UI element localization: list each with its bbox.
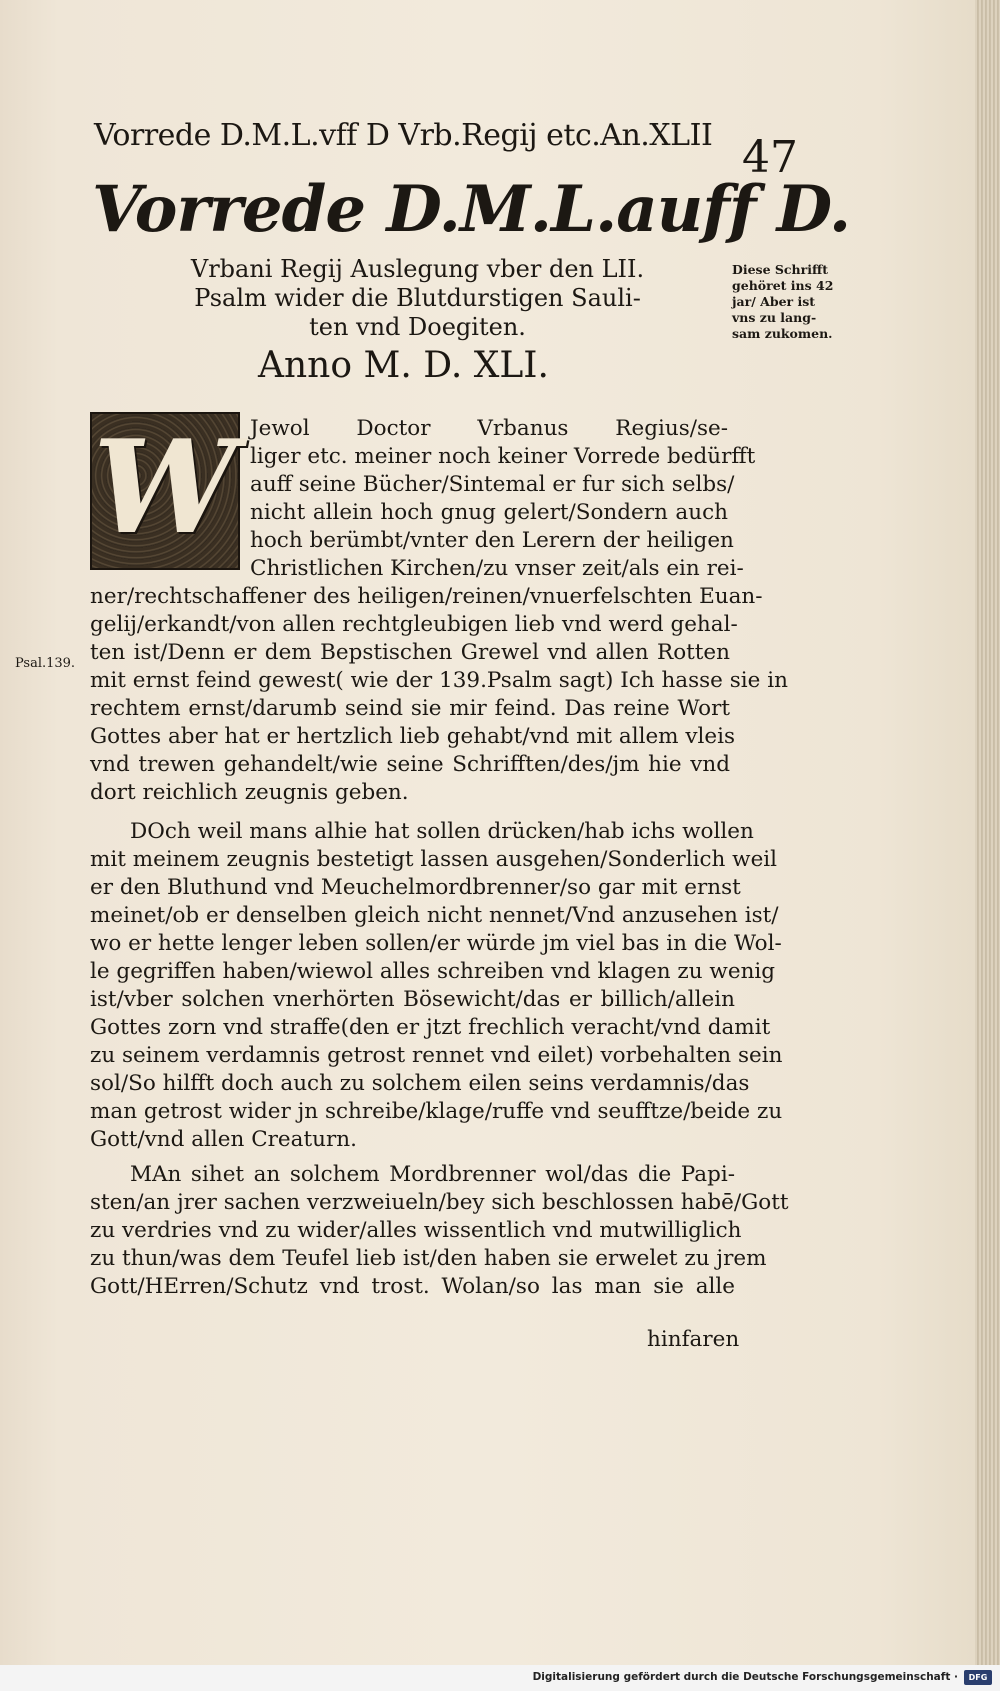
paragraph-2 (90, 818, 783, 1154)
running-head: Vorrede D.M.L.vff D Vrb.Regij etc.An.XLII (94, 118, 713, 153)
text-line: man getrost wider jn schreibe/klage/ruffe vnd seufftze/beide zu (90, 1099, 783, 1124)
text-line: auff seine Bücher/Sintemal er fur sich selbs/ (250, 472, 735, 497)
margin-note-line: sam zukomen. (732, 326, 833, 341)
text-line: le gegriffen haben/wiewol alles schreiben vnd klagen zu wenig (90, 959, 776, 984)
text-line: Jewol Doctor Vrbanus Regius/se- (250, 416, 728, 441)
page-edges (975, 0, 1000, 1665)
text-line: DOch weil mans alhie hat sollen drücken/hab ichs wollen (130, 819, 754, 844)
text-line: rechtem ernst/darumb seind sie mir feind. Das reine Wort (90, 696, 730, 721)
text-line: hoch berümbt/vnter den Lerern der heiligen (250, 528, 734, 553)
text-line: ner/rechtschaffener des heiligen/reinen/vnuerfelschten Euan- (90, 584, 763, 609)
text-line: meinet/ob er denselben gleich nicht nennet/Vnd anzusehen ist/ (90, 903, 779, 928)
text-line: Gott/HErren/Schutz vnd trost. Wolan/so las man sie alle (90, 1274, 735, 1299)
psalm-reference: Psal.139. (15, 656, 76, 671)
text-line: Gottes aber hat er hertzlich lieb gehabt/vnd mit allem vleis (90, 724, 736, 749)
text-line: gelij/erkandt/von allen rechtgleubigen lieb vnd werd gehal- (90, 612, 738, 637)
title-main: Vorrede D.M.L.auff D. (92, 172, 851, 247)
text-line: Gottes zorn vnd straffe(den er jtzt frechlich veracht/vnd damit (90, 1015, 771, 1040)
text-line: mit meinem zeugnis bestetigt lassen ausgehen/Sonderlich weil (90, 847, 778, 872)
margin-note (732, 262, 842, 342)
text-line: nicht allein hoch gnug gelert/Sondern auch (250, 500, 728, 525)
text-line: er den Bluthund vnd Meuchelmordbrenner/so gar mit ernst (90, 875, 741, 900)
paragraph-1 (90, 583, 788, 807)
margin-note-line: vns zu lang- (732, 310, 817, 325)
text-line: ist/vber solchen vnerhörten Bösewicht/das er billich/allein (90, 987, 735, 1012)
text-line: wo er hette lenger leben sollen/er würde jm viel bas in die Wol- (90, 931, 782, 956)
funding-credit: Digitalisierung gefördert durch die Deutsche Forschungsgemeinschaft · (532, 1671, 958, 1683)
title-year: Anno M. D. XLI. (258, 345, 549, 386)
margin-note-line: gehöret ins 42 (732, 278, 834, 293)
text-line: Gott/vnd allen Creaturn. (90, 1127, 357, 1152)
text-line: ten ist/Denn er dem Bepstischen Grewel vnd allen Rotten (90, 640, 730, 665)
text-line: zu thun/was dem Teufel lieb ist/den haben sie erwelet zu jrem (90, 1246, 767, 1271)
text-line: mit ernst feind gewest( wie der 139.Psalm sagt) Ich hasse sie in (90, 668, 788, 693)
text-line: liger etc. meiner noch keiner Vorrede bedürfft (250, 444, 756, 469)
text-line: zu seinem verdamnis getrost rennet vnd eilet) vorbehalten sein (90, 1043, 783, 1068)
catchword: hinfaren (647, 1327, 740, 1352)
margin-note-line: Diese Schrifft (732, 262, 828, 277)
margin-note-line: jar/ Aber ist (732, 294, 816, 309)
decorated-initial (90, 412, 240, 570)
text-line: Christlichen Kirchen/zu vnser zeit/als ein rei- (250, 556, 744, 581)
title-sub (135, 255, 700, 342)
title-sub-line: Vrbani Regij Auslegung vber den LII. (190, 255, 645, 283)
paragraph-1-indented (250, 415, 756, 583)
text-line: sten/an jrer sachen verzweiueln/bey sich beschlossen habē/Gott (90, 1190, 789, 1215)
text-line: MAn sihet an solchem Mordbrenner wol/das die Papi- (130, 1162, 735, 1187)
title-sub-line: Psalm wider die Blutdurstigen Sauli- (194, 284, 641, 312)
text-line: sol/So hilfft doch auch zu solchem eilen seins verdamnis/das (90, 1071, 750, 1096)
initial-letter: W (93, 413, 237, 563)
title-sub-line: ten vnd Doegiten. (309, 313, 526, 341)
text-line: dort reichlich zeugnis geben. (90, 780, 409, 805)
dfg-logo-icon[interactable]: DFG (964, 1670, 992, 1685)
text-line: zu verdries vnd zu wider/alles wissentlich vnd mutwilliglich (90, 1218, 742, 1243)
text-line: vnd trewen gehandelt/wie seine Schrifften/des/jm hie vnd (90, 752, 730, 777)
page-number: 47 (742, 132, 798, 183)
paragraph-3 (90, 1161, 789, 1301)
